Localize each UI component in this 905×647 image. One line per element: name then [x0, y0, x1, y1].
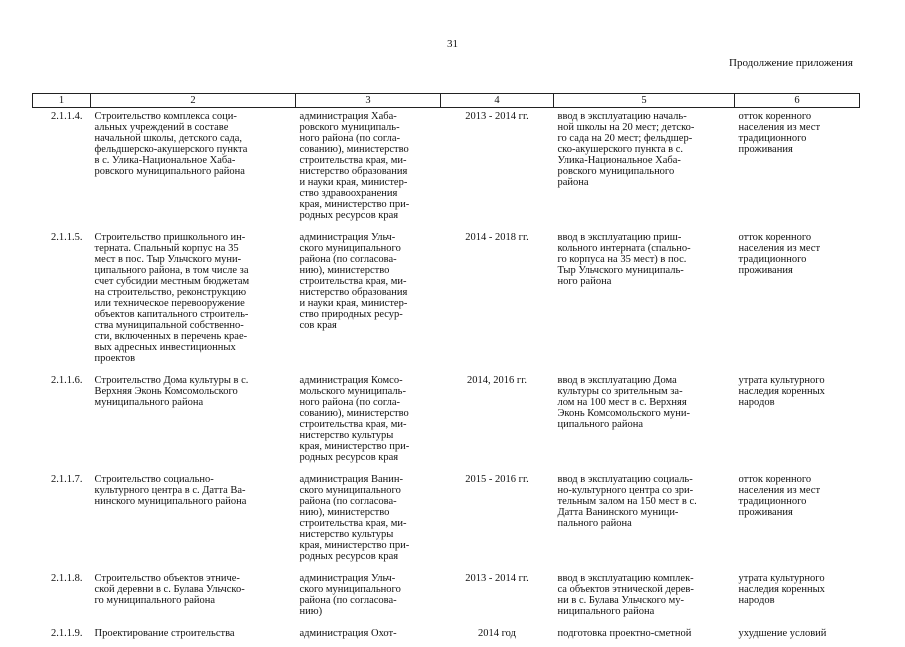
- header-col-4: 4: [441, 94, 554, 108]
- term-cell: 2013 - 2014 гг.: [441, 108, 554, 230]
- activity-name-cell: Строительство пришкольного ин- терната. Спальный корпус на 35 мест в пос. Тыр Ульчского муни- ципального района, в том числе за счет субсидии местным бюджетам на строительство, реконструкцию или техническое перевооружение объектов капитального строитель- ства муниципальной собственно- сти, включенных в перечень крае- вых адресных инвестиционных проектов: [91, 229, 296, 372]
- term-cell: 2015 - 2016 гг.: [441, 471, 554, 570]
- item-number-cell: 2.1.1.9.: [33, 625, 91, 647]
- program-table: [32, 93, 860, 647]
- expected-result-cell: ввод в эксплуатацию социаль- но-культурного центра со зри- тельным залом на 150 мест в с. Датта Ванинского муници- пального района: [554, 471, 735, 570]
- table-header: [33, 94, 860, 108]
- risk-cell: отток коренного населения из мест традиционного проживания: [735, 471, 860, 570]
- activity-name-cell: Строительство объектов этниче- ской деревни в с. Булава Ульчско- го муниципального района: [91, 570, 296, 625]
- term-cell: 2014 - 2018 гг.: [441, 229, 554, 372]
- item-number-cell: 2.1.1.4.: [33, 108, 91, 230]
- header-col-2: 2: [91, 94, 296, 108]
- expected-result-cell: ввод в эксплуатацию началь- ной школы на 20 мест; детско- го сада на 20 мест; фельдшер- ско-акушерского пункта в с. Улика-Национальное Хаба- ровского муниципального района: [554, 108, 735, 230]
- expected-result-cell: ввод в эксплуатацию Дома культуры со зрительным за- лом на 100 мест в с. Верхняя Эконь Комсомольского муни- ципального района: [554, 372, 735, 471]
- executor-cell: администрация Охот-: [296, 625, 441, 647]
- executor-cell: администрация Ванин- ского муниципального района (по согласова- нию), министерство строительства края, ми- нистерство культуры края, министерство при- родных ресурсов края: [296, 471, 441, 570]
- table-row: [33, 372, 860, 471]
- expected-result-cell: подготовка проектно-сметной: [554, 625, 735, 647]
- item-number-cell: 2.1.1.6.: [33, 372, 91, 471]
- item-number-cell: 2.1.1.7.: [33, 471, 91, 570]
- activity-name-cell: Проектирование строительства: [91, 625, 296, 647]
- header-col-1: 1: [33, 94, 91, 108]
- header-col-3: 3: [296, 94, 441, 108]
- term-cell: 2014, 2016 гг.: [441, 372, 554, 471]
- activity-name-cell: Строительство комплекса соци- альных учреждений в составе начальной школы, детского сада, фельдшерско-акушерского пункта в с. Улика-Национальное Хаба- ровского муниципального района: [91, 108, 296, 230]
- expected-result-cell: ввод в эксплуатацию приш- кольного интерната (спально- го корпуса на 35 мест) в пос. Тыр Ульчского муниципаль- ного района: [554, 229, 735, 372]
- term-cell: 2014 год: [441, 625, 554, 647]
- header-col-6: 6: [735, 94, 860, 108]
- table-body: [33, 108, 860, 647]
- table-row: [33, 625, 860, 647]
- risk-cell: отток коренного населения из мест традиционного проживания: [735, 108, 860, 230]
- continuation-label: Продолжение приложения: [729, 57, 853, 69]
- table-row: [33, 570, 860, 625]
- risk-cell: утрата культурного наследия коренных народов: [735, 372, 860, 471]
- item-number-cell: 2.1.1.8.: [33, 570, 91, 625]
- table-row: [33, 108, 860, 230]
- table-row: [33, 229, 860, 372]
- executor-cell: администрация Ульч- ского муниципального района (по согласова- нию): [296, 570, 441, 625]
- executor-cell: администрация Хаба- ровского муниципаль- ного района (по согла- сованию), министерство строительства края, ми- нистерство образования и науки края, министер- ство здравоохранения края, министерство при- родных ресурсов края: [296, 108, 441, 230]
- header-col-5: 5: [554, 94, 735, 108]
- page-number: 31: [0, 38, 905, 50]
- item-number-cell: 2.1.1.5.: [33, 229, 91, 372]
- risk-cell: отток коренного населения из мест традиционного проживания: [735, 229, 860, 372]
- expected-result-cell: ввод в эксплуатацию комплек- са объектов этнической дерев- ни в с. Булава Ульчского му- ниципального района: [554, 570, 735, 625]
- activity-name-cell: Строительство Дома культуры в с. Верхняя Эконь Комсомольского муниципального района: [91, 372, 296, 471]
- table-row: [33, 471, 860, 570]
- term-cell: 2013 - 2014 гг.: [441, 570, 554, 625]
- risk-cell: ухудшение условий: [735, 625, 860, 647]
- risk-cell: утрата культурного наследия коренных народов: [735, 570, 860, 625]
- executor-cell: администрация Комсо- мольского муниципаль- ного района (по согла- сованию), министерство строительства края, ми- нистерство культуры края, министерство при- родных ресурсов края: [296, 372, 441, 471]
- executor-cell: администрация Ульч- ского муниципального района (по согласова- нию), министерство строительства края, ми- нистерство образования и науки края, министер- ство природных ресур- сов края: [296, 229, 441, 372]
- activity-name-cell: Строительство социально- культурного центра в с. Датта Ва- нинского муниципального района: [91, 471, 296, 570]
